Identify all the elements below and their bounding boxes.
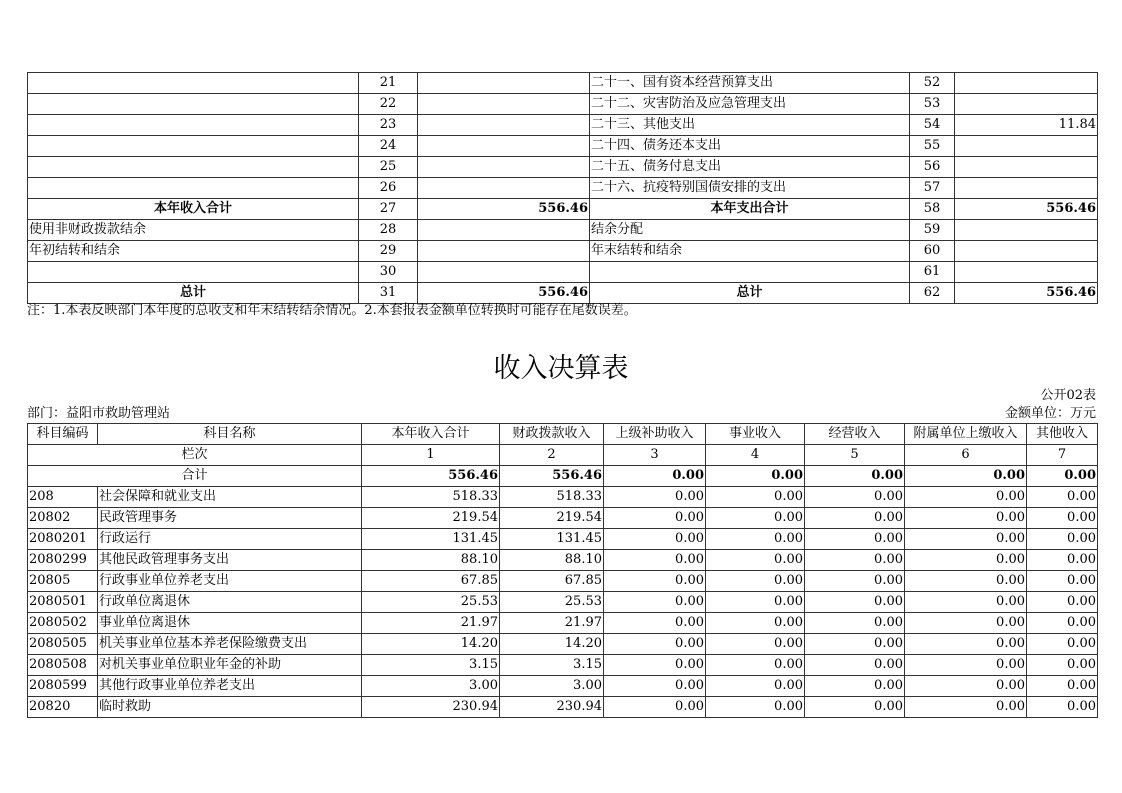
table-row (28, 634, 1098, 655)
expenditure-line-number: 59 (910, 220, 955, 241)
header-other-income: 其他收入 (1027, 424, 1098, 445)
summary-row (28, 199, 1098, 220)
summary-row (28, 73, 1098, 94)
amount-cell: 0.00 (805, 550, 905, 571)
income-line-number: 23 (359, 115, 418, 136)
income-item-label (28, 136, 359, 157)
total-label: 合计 (28, 466, 362, 487)
table-row (28, 592, 1098, 613)
income-line-number: 27 (359, 199, 418, 220)
amount-cell: 0.00 (805, 529, 905, 550)
column-number: 1 (362, 445, 500, 466)
expenditure-item-label: 二十五、债务付息支出 (590, 157, 910, 178)
subject-code: 20820 (28, 697, 98, 718)
amount-cell: 0.00 (805, 655, 905, 676)
amount-cell: 131.45 (500, 529, 604, 550)
amount-cell: 0.00 (604, 655, 706, 676)
income-item-label (28, 115, 359, 136)
subject-name: 临时救助 (98, 697, 362, 718)
expenditure-item-label: 年末结转和结余 (590, 241, 910, 262)
total-value: 0.00 (1027, 466, 1098, 487)
amount-cell: 88.10 (500, 550, 604, 571)
income-amount (418, 262, 590, 283)
total-row (28, 466, 1098, 487)
total-value: 0.00 (905, 466, 1027, 487)
amount-cell: 0.00 (905, 613, 1027, 634)
expenditure-item-label: 二十四、债务还本支出 (590, 136, 910, 157)
expenditure-amount (955, 262, 1098, 283)
amount-cell: 0.00 (805, 676, 905, 697)
amount-cell: 131.45 (362, 529, 500, 550)
amount-cell: 518.33 (500, 487, 604, 508)
expenditure-line-number: 54 (910, 115, 955, 136)
subject-name: 民政管理事务 (98, 508, 362, 529)
expenditure-amount (955, 136, 1098, 157)
income-line-number: 24 (359, 136, 418, 157)
header-operating-income: 经营收入 (805, 424, 905, 445)
amount-cell: 0.00 (604, 508, 706, 529)
income-item-label: 总计 (28, 283, 359, 304)
income-line-number: 22 (359, 94, 418, 115)
amount-cell: 0.00 (706, 571, 805, 592)
amount-cell: 0.00 (706, 529, 805, 550)
amount-cell: 0.00 (1027, 676, 1098, 697)
table-row (28, 487, 1098, 508)
total-value: 556.46 (362, 466, 500, 487)
amount-cell: 0.00 (905, 508, 1027, 529)
amount-cell: 230.94 (500, 697, 604, 718)
report-title: 收入决算表 (493, 353, 629, 384)
expenditure-item-label: 二十一、国有资本经营预算支出 (590, 73, 910, 94)
amount-cell: 3.15 (500, 655, 604, 676)
header-row (28, 424, 1098, 445)
amount-cell: 0.00 (905, 487, 1027, 508)
summary-row (28, 157, 1098, 178)
income-item-label: 本年收入合计 (28, 199, 359, 220)
expenditure-item-label: 本年支出合计 (590, 199, 910, 220)
expenditure-amount (955, 157, 1098, 178)
amount-cell: 0.00 (604, 529, 706, 550)
table-row (28, 697, 1098, 718)
amount-cell: 219.54 (362, 508, 500, 529)
expenditure-item-label: 总计 (590, 283, 910, 304)
amount-cell: 0.00 (905, 529, 1027, 550)
amount-cell: 0.00 (805, 613, 905, 634)
amount-cell: 67.85 (362, 571, 500, 592)
income-amount (418, 136, 590, 157)
column-index-label: 栏次 (28, 445, 362, 466)
income-amount (418, 94, 590, 115)
income-item-label: 年初结转和结余 (28, 241, 359, 262)
amount-cell: 0.00 (604, 571, 706, 592)
expenditure-line-number: 60 (910, 241, 955, 262)
amount-cell: 518.33 (362, 487, 500, 508)
subject-name: 其他行政事业单位养老支出 (98, 676, 362, 697)
amount-cell: 67.85 (500, 571, 604, 592)
income-expenditure-summary-table (27, 72, 1098, 304)
expenditure-item-label: 结余分配 (590, 220, 910, 241)
income-item-label (28, 94, 359, 115)
subject-code: 2080599 (28, 676, 98, 697)
subject-code: 20805 (28, 571, 98, 592)
amount-cell: 0.00 (905, 655, 1027, 676)
income-item-label (28, 73, 359, 94)
subject-code: 20802 (28, 508, 98, 529)
amount-cell: 25.53 (362, 592, 500, 613)
amount-cell: 0.00 (905, 697, 1027, 718)
expenditure-amount (955, 220, 1098, 241)
summary-row (28, 178, 1098, 199)
subject-code: 2080502 (28, 613, 98, 634)
header-superior-subsidy: 上级补助收入 (604, 424, 706, 445)
income-line-number: 26 (359, 178, 418, 199)
subject-code: 2080505 (28, 634, 98, 655)
amount-cell: 0.00 (604, 634, 706, 655)
income-amount (418, 73, 590, 94)
amount-cell: 0.00 (706, 655, 805, 676)
column-number: 7 (1027, 445, 1098, 466)
income-line-number: 31 (359, 283, 418, 304)
income-item-label (28, 178, 359, 199)
expenditure-item-label: 二十三、其他支出 (590, 115, 910, 136)
table-row (28, 613, 1098, 634)
expenditure-amount (955, 178, 1098, 199)
subject-code: 2080508 (28, 655, 98, 676)
amount-cell: 0.00 (905, 634, 1027, 655)
income-line-number: 21 (359, 73, 418, 94)
income-line-number: 25 (359, 157, 418, 178)
summary-row (28, 115, 1098, 136)
table-row (28, 550, 1098, 571)
amount-cell: 0.00 (1027, 550, 1098, 571)
table-row (28, 676, 1098, 697)
amount-cell: 0.00 (1027, 571, 1098, 592)
summary-row (28, 136, 1098, 157)
amount-cell: 0.00 (706, 508, 805, 529)
expenditure-amount (955, 73, 1098, 94)
amount-cell: 0.00 (1027, 613, 1098, 634)
subject-name: 社会保障和就业支出 (98, 487, 362, 508)
amount-cell: 0.00 (604, 592, 706, 613)
amount-cell: 0.00 (706, 487, 805, 508)
summary-row (28, 220, 1098, 241)
expenditure-line-number: 58 (910, 199, 955, 220)
subject-name: 事业单位离退休 (98, 613, 362, 634)
amount-cell: 14.20 (500, 634, 604, 655)
income-item-label (28, 157, 359, 178)
income-item-label (28, 262, 359, 283)
income-amount (418, 241, 590, 262)
subject-name: 其他民政管理事务支出 (98, 550, 362, 571)
amount-cell: 0.00 (604, 697, 706, 718)
amount-cell: 21.97 (500, 613, 604, 634)
income-statement-table (27, 423, 1098, 718)
column-number: 5 (805, 445, 905, 466)
column-index-row (28, 445, 1098, 466)
amount-cell: 0.00 (905, 571, 1027, 592)
income-amount (418, 157, 590, 178)
header-business-income: 事业收入 (706, 424, 805, 445)
income-item-label: 使用非财政拨款结余 (28, 220, 359, 241)
income-amount (418, 220, 590, 241)
expenditure-amount (955, 94, 1098, 115)
table-note: 注：1.本表反映部门本年度的总收支和年末结转结余情况。2.本套报表金额单位转换时可能存在尾数误差。 (27, 303, 637, 318)
income-line-number: 29 (359, 241, 418, 262)
summary-row (28, 283, 1098, 304)
amount-cell: 0.00 (706, 697, 805, 718)
amount-cell: 3.15 (362, 655, 500, 676)
header-subject-code: 科目编码 (28, 424, 98, 445)
table-row (28, 571, 1098, 592)
expenditure-item-label: 二十六、抗疫特别国债安排的支出 (590, 178, 910, 199)
total-value: 0.00 (805, 466, 905, 487)
amount-cell: 0.00 (805, 508, 905, 529)
amount-cell: 0.00 (706, 676, 805, 697)
expenditure-amount: 556.46 (955, 283, 1098, 304)
subject-code: 2080201 (28, 529, 98, 550)
expenditure-line-number: 61 (910, 262, 955, 283)
expenditure-line-number: 56 (910, 157, 955, 178)
header-total-income: 本年收入合计 (362, 424, 500, 445)
amount-cell: 14.20 (362, 634, 500, 655)
amount-cell: 0.00 (604, 550, 706, 571)
amount-cell: 230.94 (362, 697, 500, 718)
department-label: 部门：益阳市救助管理站 (27, 406, 171, 421)
amount-cell: 0.00 (1027, 487, 1098, 508)
expenditure-line-number: 52 (910, 73, 955, 94)
amount-cell: 0.00 (1027, 634, 1098, 655)
subject-name: 对机关事业单位职业年金的补助 (98, 655, 362, 676)
amount-cell: 0.00 (905, 550, 1027, 571)
amount-cell: 0.00 (805, 487, 905, 508)
report-code: 公开02表 (1040, 388, 1096, 403)
income-amount (418, 178, 590, 199)
expenditure-amount: 556.46 (955, 199, 1098, 220)
amount-cell: 0.00 (604, 487, 706, 508)
summary-row (28, 94, 1098, 115)
expenditure-line-number: 62 (910, 283, 955, 304)
subject-name: 行政事业单位养老支出 (98, 571, 362, 592)
amount-cell: 0.00 (706, 613, 805, 634)
amount-cell: 0.00 (706, 592, 805, 613)
amount-unit-label: 金额单位：万元 (1004, 406, 1096, 421)
expenditure-item-label: 二十二、灾害防治及应急管理支出 (590, 94, 910, 115)
amount-cell: 0.00 (604, 676, 706, 697)
subject-code: 208 (28, 487, 98, 508)
total-value: 556.46 (500, 466, 604, 487)
column-number: 2 (500, 445, 604, 466)
table-row (28, 655, 1098, 676)
header-fiscal-appropriation: 财政拨款收入 (500, 424, 604, 445)
amount-cell: 219.54 (500, 508, 604, 529)
amount-cell: 0.00 (805, 592, 905, 613)
amount-cell: 0.00 (1027, 529, 1098, 550)
income-amount: 556.46 (418, 199, 590, 220)
amount-cell: 25.53 (500, 592, 604, 613)
total-value: 0.00 (706, 466, 805, 487)
amount-cell: 88.10 (362, 550, 500, 571)
header-affiliated-unit-income: 附属单位上缴收入 (905, 424, 1027, 445)
summary-row (28, 262, 1098, 283)
column-number: 6 (905, 445, 1027, 466)
amount-cell: 0.00 (805, 697, 905, 718)
expenditure-amount (955, 241, 1098, 262)
amount-cell: 0.00 (905, 676, 1027, 697)
amount-cell: 0.00 (1027, 592, 1098, 613)
amount-cell: 0.00 (805, 634, 905, 655)
subject-code: 2080501 (28, 592, 98, 613)
header-subject-name: 科目名称 (98, 424, 362, 445)
total-value: 0.00 (604, 466, 706, 487)
column-number: 4 (706, 445, 805, 466)
income-line-number: 28 (359, 220, 418, 241)
subject-code: 2080299 (28, 550, 98, 571)
income-amount (418, 115, 590, 136)
amount-cell: 3.00 (500, 676, 604, 697)
income-line-number: 30 (359, 262, 418, 283)
subject-name: 行政单位离退休 (98, 592, 362, 613)
expenditure-line-number: 55 (910, 136, 955, 157)
amount-cell: 0.00 (905, 592, 1027, 613)
table-row (28, 529, 1098, 550)
amount-cell: 0.00 (706, 550, 805, 571)
amount-cell: 0.00 (1027, 508, 1098, 529)
amount-cell: 0.00 (1027, 655, 1098, 676)
amount-cell: 0.00 (706, 634, 805, 655)
summary-row (28, 241, 1098, 262)
expenditure-item-label (590, 262, 910, 283)
amount-cell: 0.00 (805, 571, 905, 592)
income-amount: 556.46 (418, 283, 590, 304)
amount-cell: 0.00 (604, 613, 706, 634)
subject-name: 行政运行 (98, 529, 362, 550)
amount-cell: 0.00 (1027, 697, 1098, 718)
expenditure-line-number: 57 (910, 178, 955, 199)
subject-name: 机关事业单位基本养老保险缴费支出 (98, 634, 362, 655)
expenditure-line-number: 53 (910, 94, 955, 115)
amount-cell: 3.00 (362, 676, 500, 697)
amount-cell: 21.97 (362, 613, 500, 634)
column-number: 3 (604, 445, 706, 466)
table-row (28, 508, 1098, 529)
expenditure-amount: 11.84 (955, 115, 1098, 136)
